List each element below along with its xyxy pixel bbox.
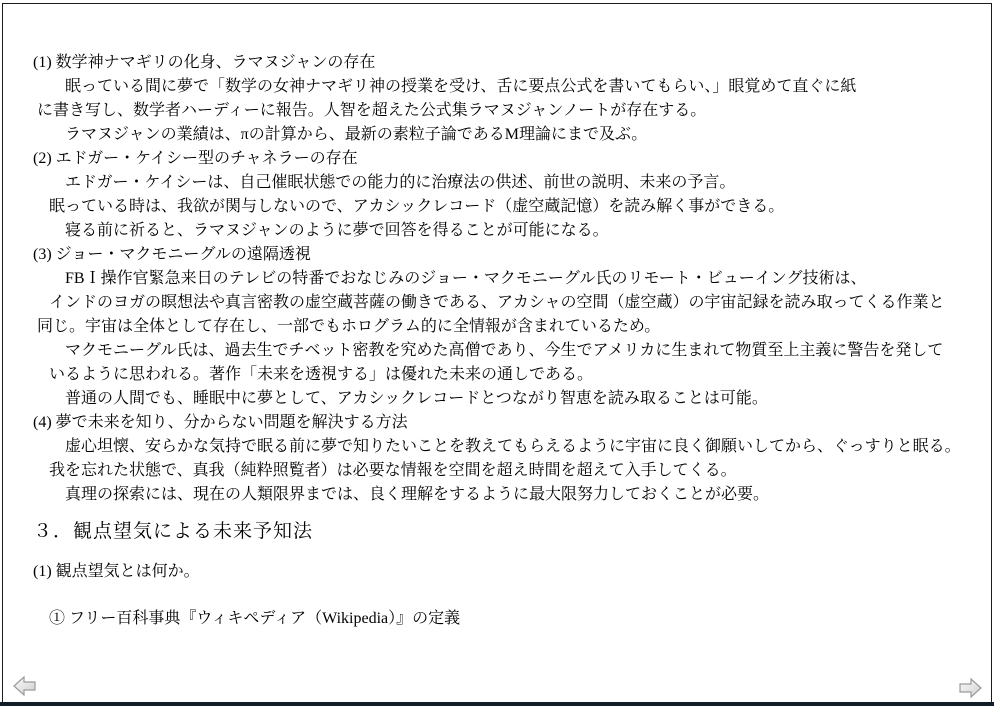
arrow-right-icon [957, 676, 983, 700]
body-line: 寝る前に祈ると、ラマヌジャンのように夢で回答を得ることが可能になる。 [33, 222, 609, 239]
arrow-left-icon [12, 674, 38, 698]
prev-page-button[interactable] [12, 674, 38, 698]
body-line: 我を忘れた状態で、真我（純粋照覧者）は必要な情報を空間を超え時間を超えて入手してくる。 [33, 462, 737, 479]
document-text [33, 51, 978, 631]
body-line: マクモニーグル氏は、過去生でチベット密教を究めた高僧であり、今生でアメリカに生まれて物質至上主義に警告を発して [33, 342, 944, 359]
definition-line: ① フリー百科事典『ウィキペディア（Wikipedia）』の定義 [33, 610, 461, 627]
body-line: (1) 数学神ナマギリの化身、ラマヌジャンの存在 [33, 54, 376, 71]
body-line: 真理の探索には、現在の人類限界までは、良く理解をするように最大限努力しておくことが必要。 [33, 486, 770, 503]
body-line: ラマヌジャンの業績は、πの計算から、最新の素粒子論であるM理論にまで及ぶ。 [33, 126, 648, 143]
body-line: (2) エドガー・ケイシー型のチャネラーの存在 [33, 150, 358, 167]
body-line: (3) ジョー・マクモニーグルの遠隔透視 [33, 246, 311, 263]
body-line: FBＩ操作官緊急来日のテレビの特番でおなじみのジョー・マクモニーグル氏のリモート・ビューイング技術は、 [33, 270, 867, 287]
body-line: 同じ。宇宙は全体として存在し、一部でもホログラム的に全情報が含まれているため。 [33, 318, 661, 335]
body-line: 普通の人間でも、睡眠中に夢として、アカシックレコードとつながり智恵を読み取ることは可能。 [33, 390, 768, 407]
body-line: 虚心坦懐、安らかな気持で眠る前に夢で知りたいことを教えてもらえるように宇宙に良く御願いしてから、ぐっすりと眠る。 [33, 438, 961, 455]
body-line: いるように思われる。著作「未来を透視する」は優れた未来の通しである。 [33, 366, 594, 383]
section-subheading: (1) 観点望気とは何か。 [33, 563, 200, 580]
body-line: 眠っている時は、我欲が関与しないので、アカシックレコード（虚空蔵記憶）を読み解く事ができる。 [33, 198, 785, 215]
body-line: 眠っている間に夢で「数学の女神ナマギリ神の授業を受け、舌に要点公式を書いてもらい、」眼覚めて直ぐに紙 [33, 78, 857, 95]
body-line: に書き写し、数学者ハーディーに報告。人智を超えた公式集ラマヌジャンノートが存在する。 [33, 102, 707, 119]
section-heading: ３．観点望気による未来予知法 [33, 521, 314, 542]
body-line: (4) 夢で未来を知り、分からない問題を解決する方法 [33, 414, 408, 431]
next-page-button[interactable] [957, 676, 983, 700]
body-line: エドガー・ケイシーは、自己催眠状態での能力的に治療法の供述、前世の説明、未来の予言。 [33, 174, 736, 191]
bottom-bar [0, 702, 994, 706]
body-line: インドのヨガの瞑想法や真言密教の虚空蔵菩薩の働きである、アカシャの空間（虚空蔵）の宇宙記録を読み取ってくる作業と [33, 294, 945, 311]
